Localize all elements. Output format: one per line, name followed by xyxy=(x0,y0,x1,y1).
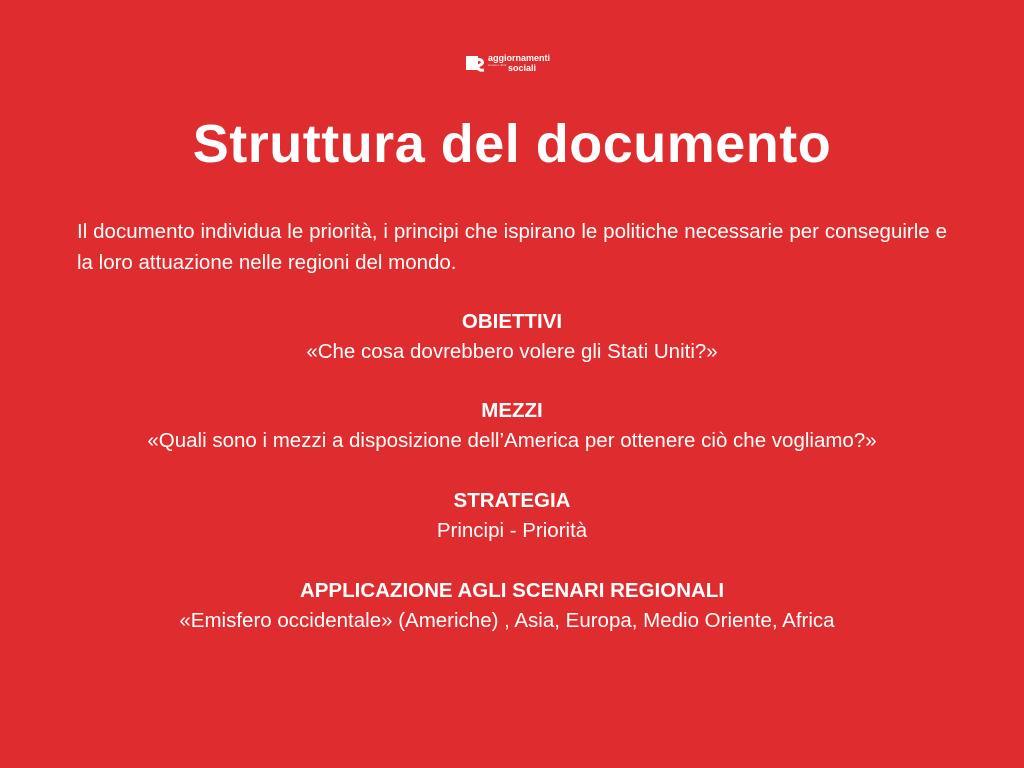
section-mezzi xyxy=(0,396,1024,456)
section-heading: STRATEGIA xyxy=(453,489,571,512)
section-applicazione xyxy=(0,576,1024,636)
logo-mark-icon xyxy=(466,54,486,74)
section-text: Principi - Priorità xyxy=(436,519,588,542)
section-heading: MEZZI xyxy=(481,399,543,422)
section-strategia xyxy=(0,486,1024,546)
section-obiettivi xyxy=(0,307,1024,367)
logo-text-line1: aggiornamenti xyxy=(488,53,551,63)
section-text: «Quali sono i mezzi a disposizione dell’America per ottenere ciò che vogliamo?» xyxy=(147,429,877,452)
section-text: «Che cosa dovrebbero volere gli Stati Uniti?» xyxy=(306,340,718,363)
intro-paragraph: Il documento individua le priorità, i principi che ispirano le politiche necessarie per conseguirle e la loro attuazione nelle regioni del mondo. xyxy=(77,220,947,274)
logo-text-line2: sociali xyxy=(508,63,537,73)
logo-tagline: scuola e diritti xyxy=(488,64,507,67)
section-text: «Emisfero occidentale» (Americhe) , Asia, Europa, Medio Oriente, Africa xyxy=(179,609,835,632)
aggiornamenti-sociali-logo xyxy=(466,53,566,75)
section-heading: OBIETTIVI xyxy=(461,310,563,333)
page-title: Struttura del documento xyxy=(192,114,832,174)
section-heading: APPLICAZIONE AGLI SCENARI REGIONALI xyxy=(299,579,725,602)
